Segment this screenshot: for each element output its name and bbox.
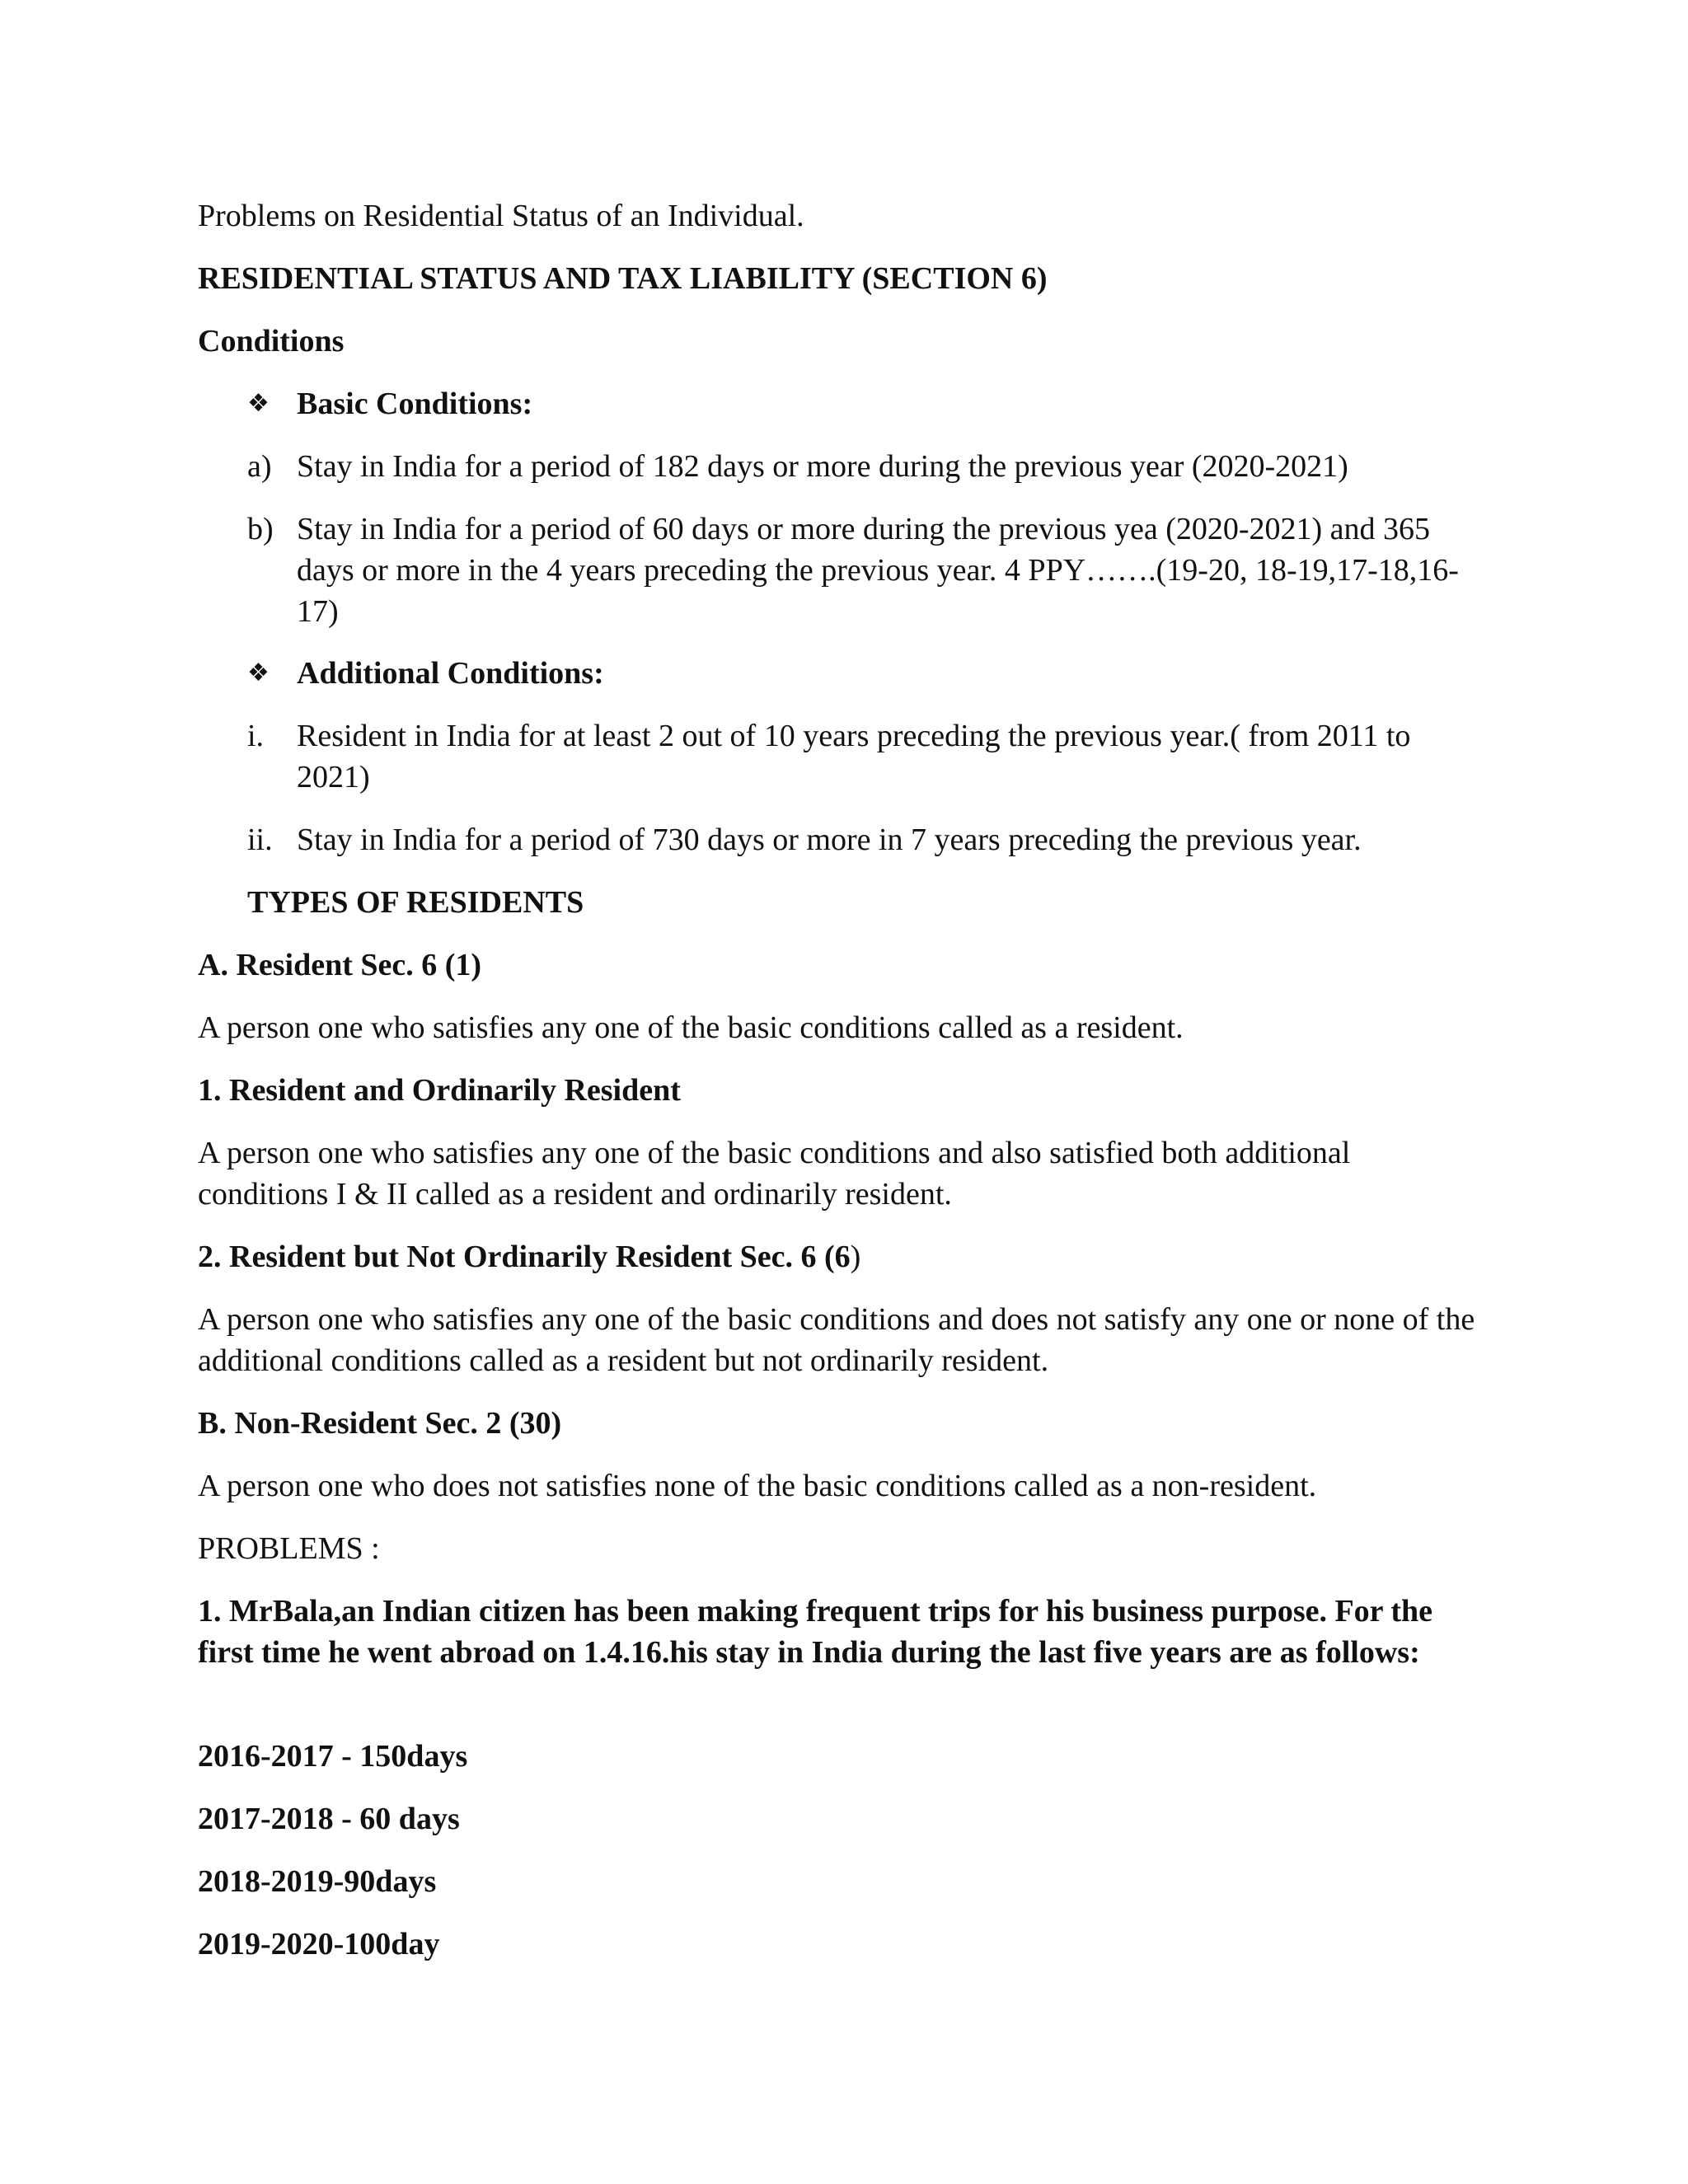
additional-condition-ii (247, 819, 1484, 860)
stay-line: 2018-2019-90days (198, 1864, 437, 1899)
list-marker: a) (247, 449, 272, 484)
rnor-text: A person one who satisfies any one of the basic conditions and does not satisfy any one or none of the additional conditions called as a resident but not ordinarily resident. (198, 1302, 1475, 1378)
list-item-text: Stay in India for a period of 730 days or more in 7 years preceding the previous year. (297, 823, 1362, 857)
basic-conditions-label: Basic Conditions: (297, 387, 533, 421)
main-heading: RESIDENTIAL STATUS AND TAX LIABILITY (SECTION 6) (198, 261, 1048, 296)
list-marker: ii. (247, 823, 273, 857)
types-heading: TYPES OF RESIDENTS (247, 885, 584, 920)
additional-condition-i (247, 715, 1484, 798)
rnor-heading-text: 2. Resident but Not Ordinarily Resident Sec. 6 (6 (198, 1240, 851, 1274)
list-item-text: Resident in India for at least 2 out of 10 years preceding the previous year.( from 2011 to 2021) (297, 719, 1411, 794)
list-item-text: Stay in India for a period of 60 days or more during the previous yea (2020-2021) and 365 days or more in the 4 years preceding the previous year. 4 PPY…….(19-20, 18-19,17-18,16-17) (297, 512, 1459, 629)
problems-heading: PROBLEMS : (198, 1531, 380, 1566)
basic-condition-b (247, 509, 1484, 632)
additional-conditions-label: Additional Conditions: (297, 656, 604, 691)
list-marker: b) (247, 512, 274, 546)
ror-text: A person one who satisfies any one of the basic conditions and also satisfied both additional conditions I & II called as a resident and ordinarily resident. (198, 1136, 1351, 1212)
resident-heading: A. Resident Sec. 6 (1) (198, 948, 482, 982)
stay-line: 2017-2018 - 60 days (198, 1802, 460, 1836)
diamond-bullet-icon: ❖ (247, 658, 270, 687)
ror-heading: 1. Resident and Ordinarily Resident (198, 1073, 681, 1108)
basic-conditions-heading (247, 383, 1484, 424)
basic-condition-a (247, 446, 1484, 487)
intro-line: Problems on Residential Status of an Individual. (198, 199, 804, 233)
stay-line: 2019-2020-100day (198, 1927, 440, 1961)
resident-text: A person one who satisfies any one of the basic conditions called as a resident. (198, 1010, 1184, 1045)
conditions-heading: Conditions (198, 324, 345, 359)
nonresident-text: A person one who does not satisfies none of the basic conditions called as a non-resident. (198, 1469, 1317, 1503)
stay-line: 2016-2017 - 150days (198, 1739, 468, 1774)
rnor-heading-tail: ) (850, 1240, 861, 1274)
diamond-bullet-icon: ❖ (247, 389, 270, 418)
rnor-heading (198, 1236, 1484, 1277)
list-item-text: Stay in India for a period of 182 days or more during the previous year (2020-2021) (297, 449, 1348, 484)
additional-conditions-heading (247, 653, 1484, 694)
problem-1: 1. MrBala,an Indian citizen has been making frequent trips for his business purpose. For the first time he went abroad on 1.4.16.his stay in India during the last five years are as follows: (198, 1594, 1433, 1670)
list-marker: i. (247, 719, 265, 753)
nonresident-heading: B. Non-Resident Sec. 2 (30) (198, 1406, 562, 1441)
